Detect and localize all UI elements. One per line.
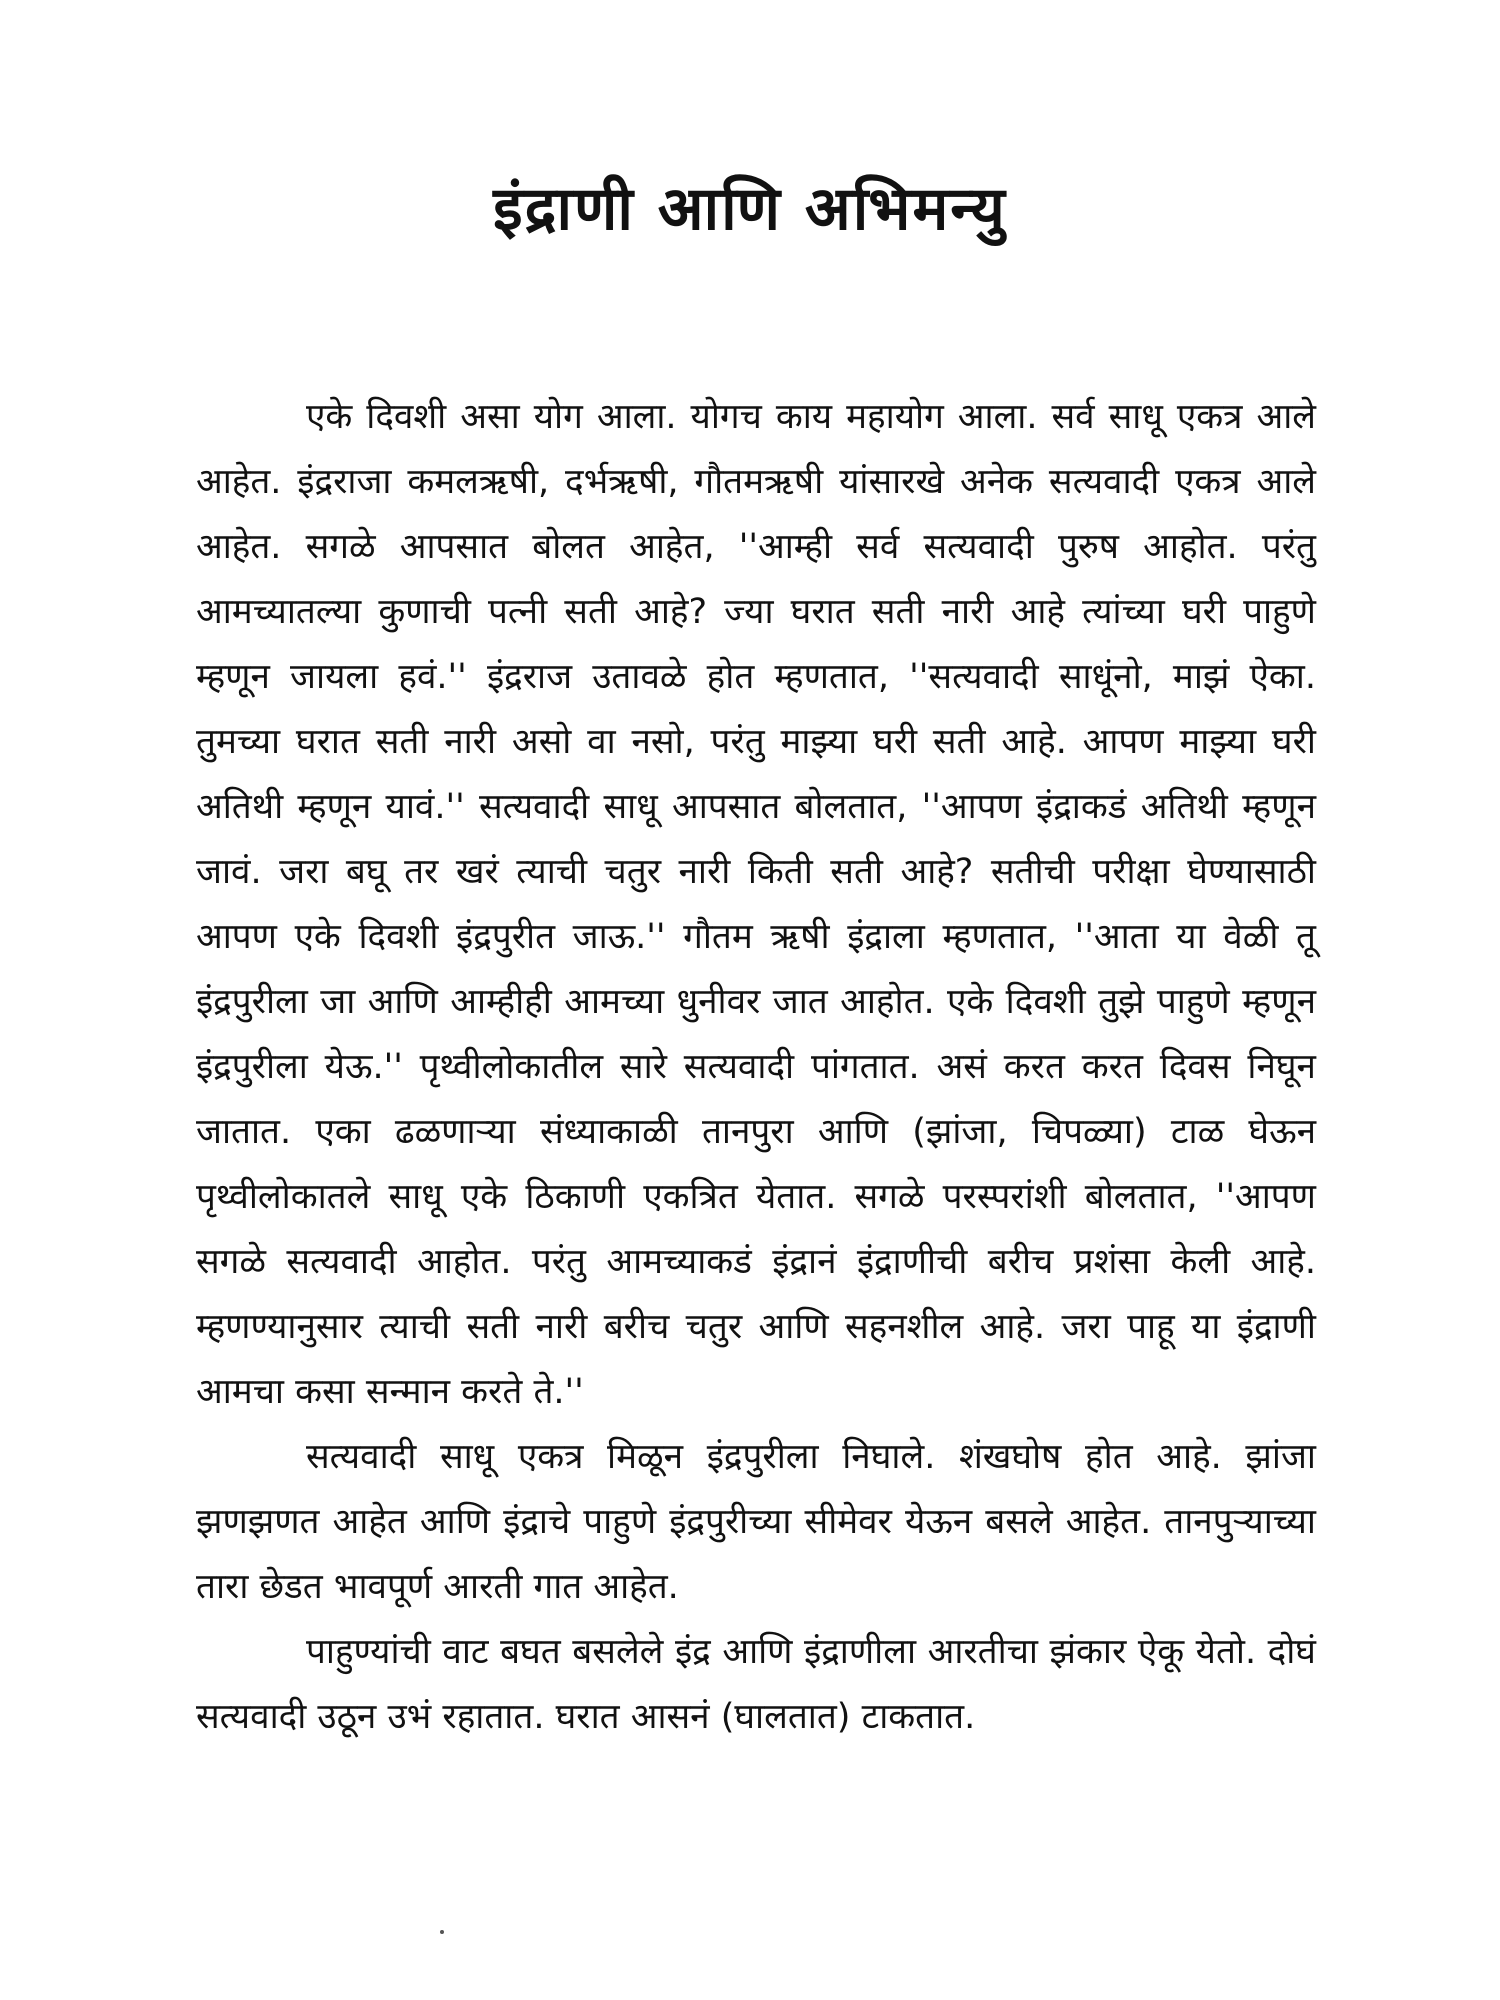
page-title: इंद्राणी आणि अभिमन्यु (493, 174, 1007, 244)
body-text (196, 385, 1316, 1750)
paragraph-1: एके दिवशी असा योग आला. योगच काय महायोग आला. सर्व साधू एकत्र आले आहेत. इंद्रराजा कमलऋषी, दर्भऋषी, गौतमऋषी यांसारखे अनेक सत्यवादी एकत्र आले आहेत. सगळे आपसात बोलत आहेत, ''आम्ही सर्व सत्यवादी पुरुष आहोत. परंतु आमच्यातल्या कुणाची पत्नी सती आहे? ज्या घरात सती नारी आहे त्यांच्या घरी पाहुणे म्हणून जायला हवं.'' इंद्रराज उतावळे होत म्हणतात, ''सत्यवादी साधूंनो, माझं ऐका. तुमच्या घरात सती नारी असो वा नसो, परंतु माझ्या घरी सती आहे. आपण माझ्या घरी अतिथी म्हणून यावं.'' सत्यवादी साधू आपसात बोलतात, ''आपण इंद्राकडं अतिथी म्हणून जावं. जरा बघू तर खरं त्याची चतुर नारी किती सती आहे? सतीची परीक्षा घेण्यासाठी आपण एके दिवशी इंद्रपुरीत जाऊ.'' गौतम ऋषी इंद्राला म्हणतात, ''आता या वेळी तू इंद्रपुरीला जा आणि आम्हीही आमच्या धुनीवर जात आहोत. एके दिवशी तुझे पाहुणे म्हणून इंद्रपुरीला येऊ.'' पृथ्वीलोकातील सारे सत्यवादी पांगतात. असं करत करत दिवस निघून जातात. एका ढळणाऱ्या संध्याकाळी तानपुरा आणि (झांजा, चिपळ्या) टाळ घेऊन पृथ्वीलोकातले साधू एके ठिकाणी एकत्रित येतात. सगळे परस्परांशी बोलतात, ''आपण सगळे सत्यवादी आहोत. परंतु आमच्याकडं इंद्रानं इंद्राणीची बरीच प्रशंसा केली आहे. म्हणण्यानुसार त्याची सती नारी बरीच चतुर आणि सहनशील आहे. जरा पाहू या इंद्राणी आमचा कसा सन्मान करते ते.'' (196, 397, 1316, 1412)
paragraph-2: सत्यवादी साधू एकत्र मिळून इंद्रपुरीला निघाले. शंखघोष होत आहे. झांजा झणझणत आहेत आणि इंद्राचे पाहुणे इंद्रपुरीच्या सीमेवर येऊन बसले आहेत. तानपुऱ्याच्या तारा छेडत भावपूर्ण आरती गात आहेत. (196, 1437, 1316, 1607)
paragraph-3: पाहुण्यांची वाट बघत बसलेले इंद्र आणि इंद्राणीला आरतीचा झंकार ऐकू येतो. दोघं सत्यवादी उठून उभं रहातात. घरात आसनं (घालतात) टाकतात. (196, 1632, 1316, 1737)
print-speck (440, 1930, 444, 1934)
